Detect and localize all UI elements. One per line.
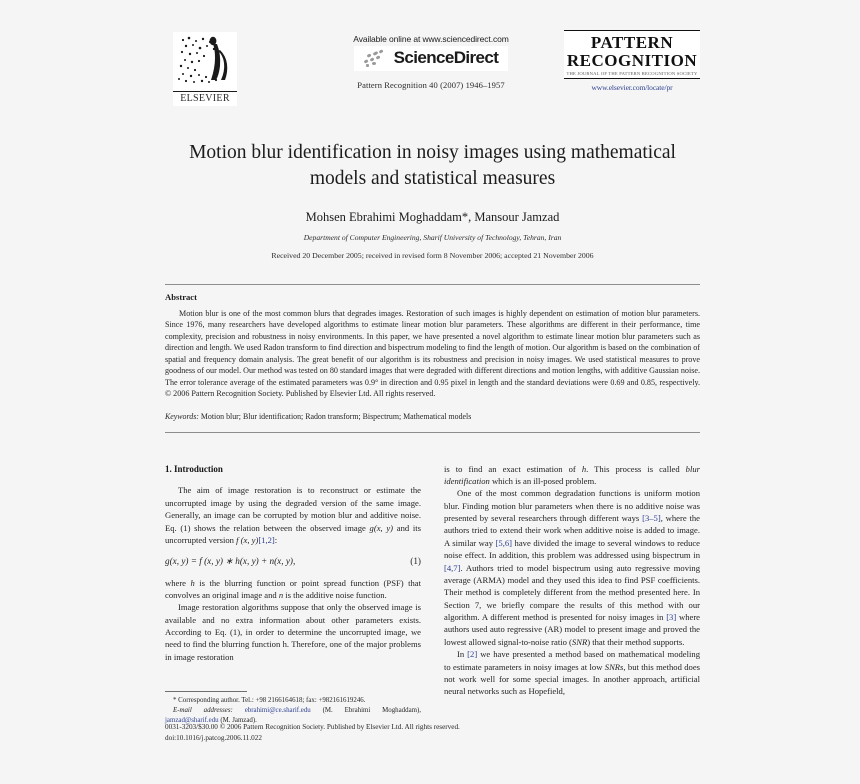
paragraph-intro-6: [444, 648, 700, 698]
para-text: is the blurring function or point spread function (PSF) that convolves an original image and: [165, 577, 421, 600]
para-text: ) that their method supports.: [587, 636, 685, 647]
page-title: Motion blur identification in noisy images using mathematical models and statistical measures: [189, 142, 676, 190]
para-text: have divided the image to several windows to reduce noise effect. In addition, this problem was addressed using bispectrum in: [444, 537, 700, 561]
footnote-rule: [165, 691, 247, 692]
term-blur-identification: blur identification: [444, 463, 700, 486]
equation-1-body: g(x, y) = f (x, y) ∗ h(x, y) + n(x, y),: [165, 556, 296, 567]
journal-title-line1: PATTERN: [590, 33, 674, 52]
affiliation: Department of Computer Engineering, Sharif University of Technology, Tehran, Iran: [303, 232, 562, 242]
citation-ref[interactable]: [3]: [666, 612, 677, 622]
issn-copyright-line: 0031-3203/$30.00 © 2006 Pattern Recognition Society. Published by Elsevier Ltd. All rights reserved.: [165, 723, 460, 731]
abstract-heading: Abstract: [165, 291, 197, 302]
paragraph-intro-3: Image restoration algorithms suppose that only the observed image is available and no extra information about other parameters exists. According to Eq. (1), in order to determine the uncorrupted image, we need to find the blurring function h. Therefore, one of the major problems in image restoration: [165, 602, 421, 662]
citation-ref[interactable]: [1,2]: [258, 534, 275, 545]
citation-ref[interactable]: [4,7]: [444, 562, 461, 573]
para-text: , but this method does not work well for some special images. In another approach, artificial neural networks such as Hopefield,: [444, 661, 700, 697]
doi-line: doi:10.1016/j.patcog.2006.11.022: [165, 733, 262, 742]
para-text: which is an ill-posed problem.: [489, 475, 597, 486]
footnote-corresponding-author: * Corresponding author. Tel.: +98 2166164618; fax: +982161619246.: [173, 696, 366, 704]
citation-ref[interactable]: [5,6]: [495, 537, 513, 548]
journal-subtitle: THE JOURNAL OF THE PATTERN RECOGNITION SOCIETY: [566, 71, 698, 76]
email-owner-2: (M. Jamzad).: [220, 717, 257, 725]
elsevier-tree-icon: [173, 32, 237, 88]
para-text: One of the most common degradation functions is uniform motion blur. Finding motion blur parameters when there is no additive noise was presented by several researchers through different ways: [444, 488, 700, 523]
sciencedirect-available-text: Available online at www.sciencedirect.com: [353, 34, 509, 44]
para-text: . This process is called: [586, 463, 686, 474]
paper-content: [165, 26, 700, 731]
para-text: , where the authors tried to extend their work when additive noise is added to image. A similar way: [444, 513, 700, 548]
email-label: E-mail addresses:: [173, 706, 233, 714]
para-text: we have presented a method based on mathematical modeling to estimate parameters in noisy images at low: [444, 649, 700, 672]
para-text: where authors used auto regressive (AR) model to present image and proved the lowest allowed signal-to-noise ratio (: [444, 612, 700, 647]
column-left: [165, 463, 422, 725]
abstract-body: Motion blur is one of the most common blurs that degrades images. Restoration of such images is highly dependent on estimation of motion blur parameters. Since 1976, many researchers have developed algorithms to estimate linear motion blur parameters. These algorithms are different in their performance, time complexity, precision and robustness in noisy environments. In this paper, we have presented a novel algorithm to estimate linear motion blur parameters such as direction and length. We used Radon transform to find direction and bispectrum modeling to find the length of motion. Our algorithm is based on the combination of spatial and frequency domain analysis. The great benefit of our algorithm is its robustness and precision in noisy images. We used statistical measures to prove goodness of our model. Our method was tested on 80 standard images that were degraded with different directions and motion lengths, with additive Gaussian noise. The error tolerance average of the estimated parameters was 0.9° in direction and 0.95 pixel in length and the standard deviations were 0.69 and 0.85, respectively. © 2006 Pattern Recognition Society. Published by Elsevier Ltd. All rights reserved.: [165, 308, 700, 399]
equation-1: [165, 555, 421, 568]
keywords-label: Keywords:: [165, 411, 199, 421]
elsevier-wordmark: ELSEVIER: [173, 91, 237, 104]
body-columns: [165, 463, 700, 731]
sciencedirect-logo: [354, 46, 509, 71]
citation-ref[interactable]: [2]: [467, 649, 478, 660]
para-text: :: [274, 534, 278, 545]
email-owner-1: (M. Ebrahimi Moghaddam),: [322, 706, 421, 714]
para-text: and its uncorrupted version: [165, 522, 422, 545]
para-text: where: [165, 577, 191, 588]
math-inline-h: h: [581, 463, 587, 474]
received-dates: Received 20 December 2005; received in revised form 8 November 2006; accepted 21 November 2006: [271, 250, 594, 260]
journal-url-link[interactable]: www.elsevier.com/locate/pr: [591, 83, 673, 92]
paragraph-intro-5: [444, 487, 700, 648]
page-footer: [165, 722, 700, 744]
journal-masthead: [564, 30, 700, 79]
para-text: In: [457, 649, 468, 660]
para-text: is the additive noise function.: [283, 589, 387, 600]
citation-ref[interactable]: [3–5]: [642, 513, 661, 523]
email-link-1[interactable]: ebrahimi@ce.sharif.edu: [244, 706, 311, 714]
equation-1-number: (1): [410, 556, 421, 567]
sciencedirect-wordmark: ScienceDirect: [393, 48, 499, 67]
section-heading-introduction: 1. Introduction: [165, 463, 223, 474]
journal-title-line2: RECOGNITION: [566, 51, 698, 70]
author-list: Mohsen Ebrahimi Moghaddam*, Mansour Jamzad: [305, 209, 560, 224]
paragraph-intro-4: [444, 463, 700, 488]
elsevier-logo: [173, 32, 237, 106]
journal-masthead-block: [564, 30, 700, 92]
math-inline-h: h: [190, 577, 195, 588]
paragraph-intro-1: [165, 484, 421, 546]
sciencedirect-block: [311, 34, 551, 90]
term-snr: SNR: [571, 636, 588, 647]
math-inline-g: g(x, y): [369, 522, 394, 533]
para-text: The aim of image restoration is to reconstruct or estimate the uncorrupted image by using the degraded version of the same image. Generally, an image can be corrupted by motion blur and additive noise. Eq. (1) shows the relation between the observed image: [165, 485, 421, 533]
abstract-bottom-rule: [165, 432, 700, 433]
keywords-value: Motion blur; Blur identification; Radon transform; Bispectrum; Mathematical models: [200, 411, 472, 421]
column-right: [444, 463, 700, 698]
para-text: . Authors tried to model bispectrum using auto regressive moving average (ARMA) model and they used this idea to find PSF coefficients. Their method is completely different from the method presented here. In Section 7, we briefly compare the results of this method with our algorithm. A different method is presented for noisy images in: [444, 562, 700, 622]
email-link-2[interactable]: jamzad@sharif.edu: [165, 717, 219, 725]
math-inline-n: n: [278, 589, 284, 600]
para-text: is to find an exact estimation of: [444, 463, 582, 474]
journal-citation-line: Pattern Recognition 40 (2007) 1946–1957: [357, 80, 505, 90]
abstract-top-rule: [165, 284, 700, 285]
sciencedirect-swoosh-icon: [360, 48, 390, 68]
math-inline-f: f (x, y): [236, 534, 259, 545]
paragraph-intro-2: [165, 577, 421, 602]
keywords: [165, 412, 700, 421]
journal-header: [165, 26, 700, 118]
term-snrs: SNRs: [604, 661, 624, 672]
